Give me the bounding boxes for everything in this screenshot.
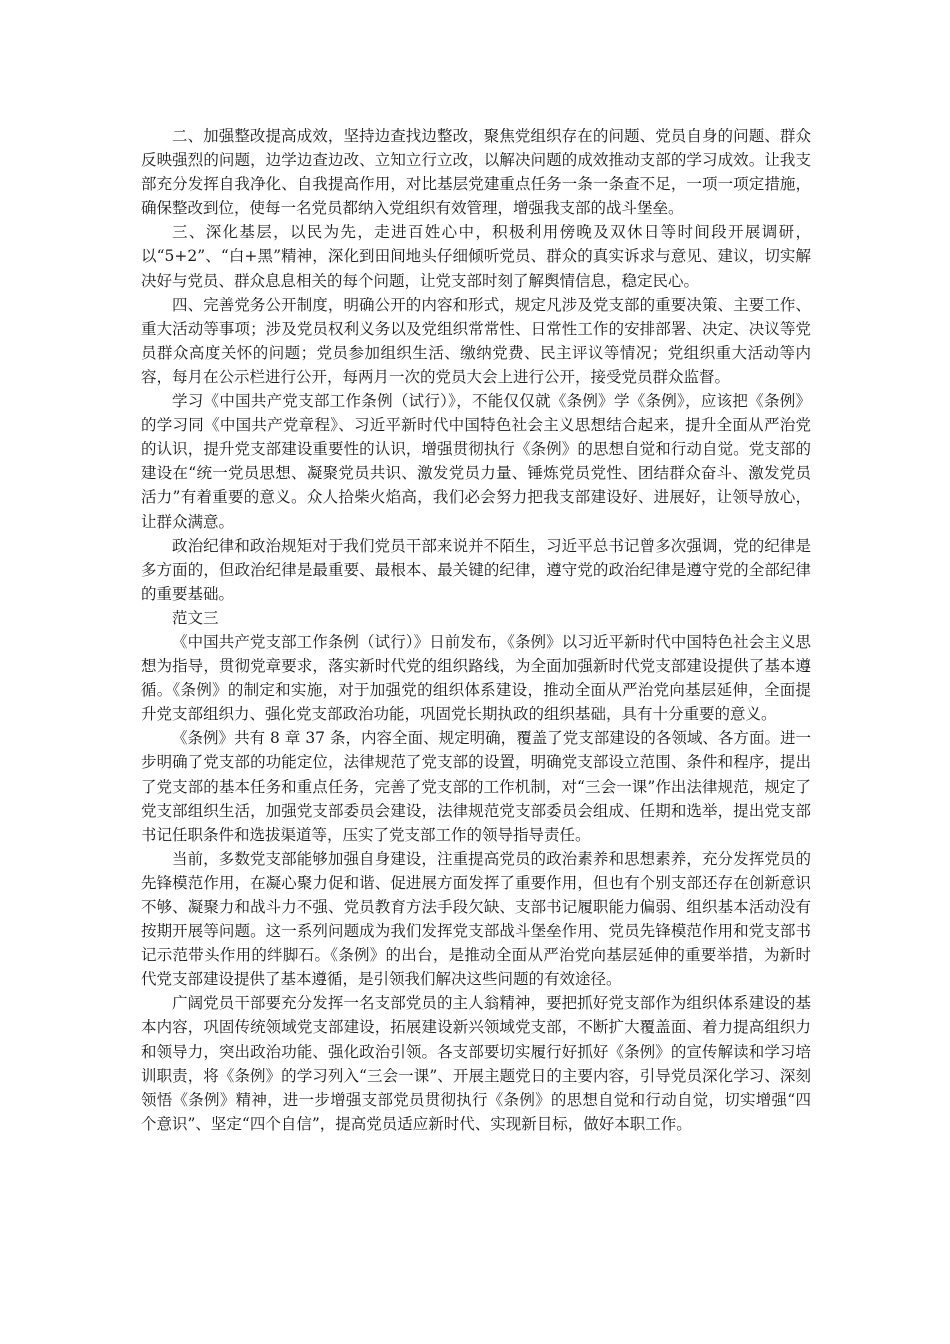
section-heading-sample-three: 范文三 <box>172 608 219 627</box>
paragraph-grassroots: 三、深化基层，以民为先，走进百姓心中，积极利用傍晚及双休日等时间段开展调研，以“5+2”、“白+黑”精神，深化到田间地头仔细倾听党员、群众的真实诉求与意见、建议，切实解决好与党员、群众息息相关的每个问题，让党支部时刻了解舆情信息，稳定民心。 <box>141 223 811 290</box>
paragraph-political-discipline: 政治纪律和政治规矩对于我们党员干部来说并不陌生，习近平总书记曾多次强调，党的纪律是多方面的，但政治纪律是最重要、最根本、最关键的纪律，遵守党的政治纪律是遵守党的全部纪律的重要基础。 <box>141 536 811 603</box>
paragraph-party-members-duty: 广阔党员干部要充分发挥一名支部党员的主人翁精神，要把抓好党支部作为组织体系建设的基本内容，巩固传统领域党支部建设，拓展建设新兴领域党支部，不断扩大覆盖面、着力提高组织力和领导力，突出政治功能、强化政治引领。各支部要切实履行好抓好《条例》的宣传解读和学习培训职责，将《条例》的学习列入“三会一课”、开展主题党日的主要内容，引导党员深化学习、深刻领悟《条例》精神，进一步增强支部党员贯彻执行《条例》的思想自觉和行动自觉，切实增强“四个意识”、坚定“四个自信”，提高党员适应新时代、实现新目标，做好本职工作。 <box>141 994 811 1133</box>
paragraph-current-situation: 当前，多数党支部能够加强自身建设，注重提高党员的政治素养和思想素养，充分发挥党员的先锋模范作用，在凝心聚力促和谐、促进展方面发挥了重要作用，但也有个别支部还存在创新意识不够、凝聚力和战斗力不强、党员教育方法手段欠缺、支部书记履职能力偏弱、组织基本活动没有按期开展等问题。这一系列问题成为我们发挥党支部战斗堡垒作用、党员先锋模范作用和党支部书记示范带头作用的绊脚石。《条例》的出台，是推动全面从严治党向基层延伸的重要举措，为新时代党支部建设提供了基本遵循，是引领我们解决这些问题的有效途径。 <box>141 849 811 989</box>
paragraph-party-affairs-disclosure: 四、完善党务公开制度，明确公开的内容和形式，规定凡涉及党支部的重要决策、主要工作、重大活动等事项；涉及党员权利义务以及党组织常常性、日常性工作的安排部署、决定、决议等党员群众高度关怀的问题；党员参加组织生活、缴纳党费、民主评议等情况；党组织重大活动等内容，每月在公示栏进行公开，每两月一次的党员大会上进行公开，接受党员群众监督。 <box>141 295 811 386</box>
paragraph-rectification: 二、加强整改提高成效，坚持边查找边整改，聚焦党组织存在的问题、党员自身的问题、群众反映强烈的问题，边学边查边改、立知立行立改，以解决问题的成效推动支部的学习成效。让我支部充分发挥自我净化、自我提高作用，对比基层党建重点任务一条一条查不足，一项一项定措施，确保整改到位，使每一名党员都纳入党组织有效管理，增强我支部的战斗堡垒。 <box>141 127 811 218</box>
paragraph-study-regulations: 学习《中国共产党支部工作条例（试行）》，不能仅仅就《条例》学《条例》，应该把《条例》的学习同《中国共产党章程》、习近平新时代中国特色社会主义思想结合起来，提升全面从严治党的认识，提升党支部建设重要性的认识，增强贯彻执行《条例》的思想自觉和行动自觉。党支部的建设在“统一党员思想、凝聚党员共识、激发党员力量、锤炼党员党性、团结群众奋斗、激发党员活力”有着重要的意义。众人拾柴火焰高，我们必会努力把我支部建设好、进展好，让领导放心，让群众满意。 <box>141 392 811 531</box>
paragraph-regulations-content: 《条例》共有 8 章 37 条，内容全面、规定明确，覆盖了党支部建设的各领域、各方面。进一步明确了党支部的功能定位，法律规范了党支部的设置，明确党支部设立范围、条件和程序，提出了党支部的基本任务和重点任务，完善了党支部的工作机制，对“三会一课”作出法律规范，规定了党支部组织生活，加强党支部委员会建设，法律规范党支部委员会组成、任期和选举，提出党支部书记任职条件和选拔渠道等，压实了党支部工作的领导指导责任。 <box>141 729 811 844</box>
document-body <box>141 124 811 1136</box>
paragraph-regulations-released: 《中国共产党支部工作条例（试行）》日前发布，《条例》以习近平新时代中国特色社会主义思想为指导，贯彻党章要求，落实新时代党的组织路线，为全面加强新时代党支部建设提供了基本遵循。《条例》的制定和实施，对于加强党的组织体系建设，推动全面从严治党向基层延伸，全面提升党支部组织力、强化党支部政治功能，巩固党长期执政的组织基础，具有十分重要的意义。 <box>141 632 811 724</box>
